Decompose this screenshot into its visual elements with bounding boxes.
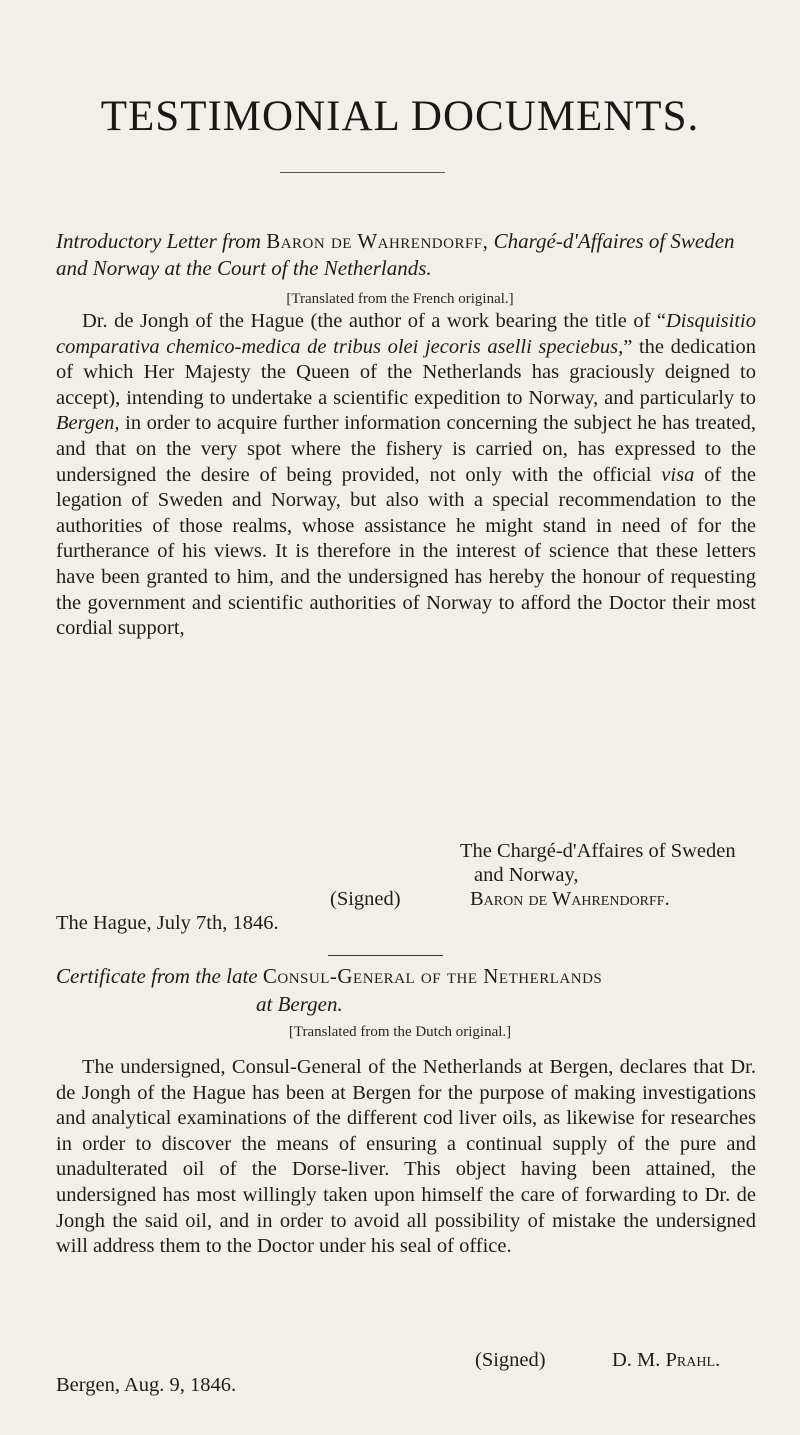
certificate-heading-name: Consul-General of the Netherlands [262,964,603,988]
certificate-heading-prefix: Certificate from the late [56,964,258,988]
letter-visa: visa [661,463,695,486]
letter-signed-label: (Signed) [330,888,401,910]
letter-body-part3: in order to acquire further information concerning the subject he has treated, and that on the very spot where the fishery is carried on, has expressed to the undersigned the desire of being provided, not only with the official [56,412,756,486]
page-title: TESTIMONIAL DOCUMENTS. [100,93,700,140]
letter-place-date: The Hague, July 7th, 1846. [56,912,279,934]
letter-heading-prefix: Introductory Letter from [56,229,261,253]
certificate-body: The undersigned, Consul-General of the Netherlands at Bergen, declares that Dr. de Jongh of the Hague has been at Bergen for the purpose of making investigations and analytical examinations of the different cod liver oils, as likewise for researches in order to discover the means of ensuring a continual supply of the pure and unadulterated oil of the Dorse-liver. This object having been attained, the undersigned has most willingly taken upon himself the care of forwarding to Dr. de Jongh the said oil, and in order to avoid all possibility of mistake the undersigned will address them to the Doctor under his seal of office. [56,1056,756,1258]
letter-heading [56,228,756,282]
letter-city: Bergen, [56,412,120,435]
certificate-heading-suffix: at Bergen. [256,992,343,1016]
letter-body-part2: ” the dedication of which Her Majesty the Queen of the Netherlands has graciously deigned to accept), intending to undertake a scientific expedition to Norway, and particularly to [56,335,756,409]
letter-closing-line1: The Chargé-d'Affaires of Sweden [460,840,736,862]
letter-body [56,309,756,642]
certificate-place-date: Bergen, Aug. 9, 1846. [56,1374,237,1396]
letter-body-part4: of the legation of Sweden and Norway, but also with a special recommendation to the authorities of those realms, whose assistance he might stand in need of for the furtherance of his views. It is therefore in the interest of science that these letters have been granted to him, and the undersigned has hereby the honour of requesting the government and scientific authorities of Norway to afford the Doctor their most cordial support, [56,463,756,640]
certificate-signed-label: (Signed) [475,1349,546,1371]
section-divider [328,955,443,956]
letter-translated-note: [Translated from the French original.] [286,291,514,307]
letter-closing-line2: and Norway, [474,864,579,886]
letter-work-title: Disquisitio comparativa chemico-medica de tribus olei jecoris aselli speciebus, [56,310,756,358]
letter-heading-name: Baron de Wahrendorff, [266,229,489,253]
letter-body-part1: Dr. de Jongh of the Hague (the author of a work bearing the title of “ [82,310,666,332]
certificate-translated-note: [Translated from the Dutch original.] [288,1024,512,1040]
letter-heading-suffix: Chargé-d'Affaires of Sweden and Norway at the Court of the Netherlands. [56,229,735,280]
letter-signed-name: Baron de Wahrendorff. [470,888,670,910]
certificate-signed-name: D. M. Prahl. [612,1349,721,1371]
certificate-heading [56,962,756,990]
title-divider [280,172,445,173]
